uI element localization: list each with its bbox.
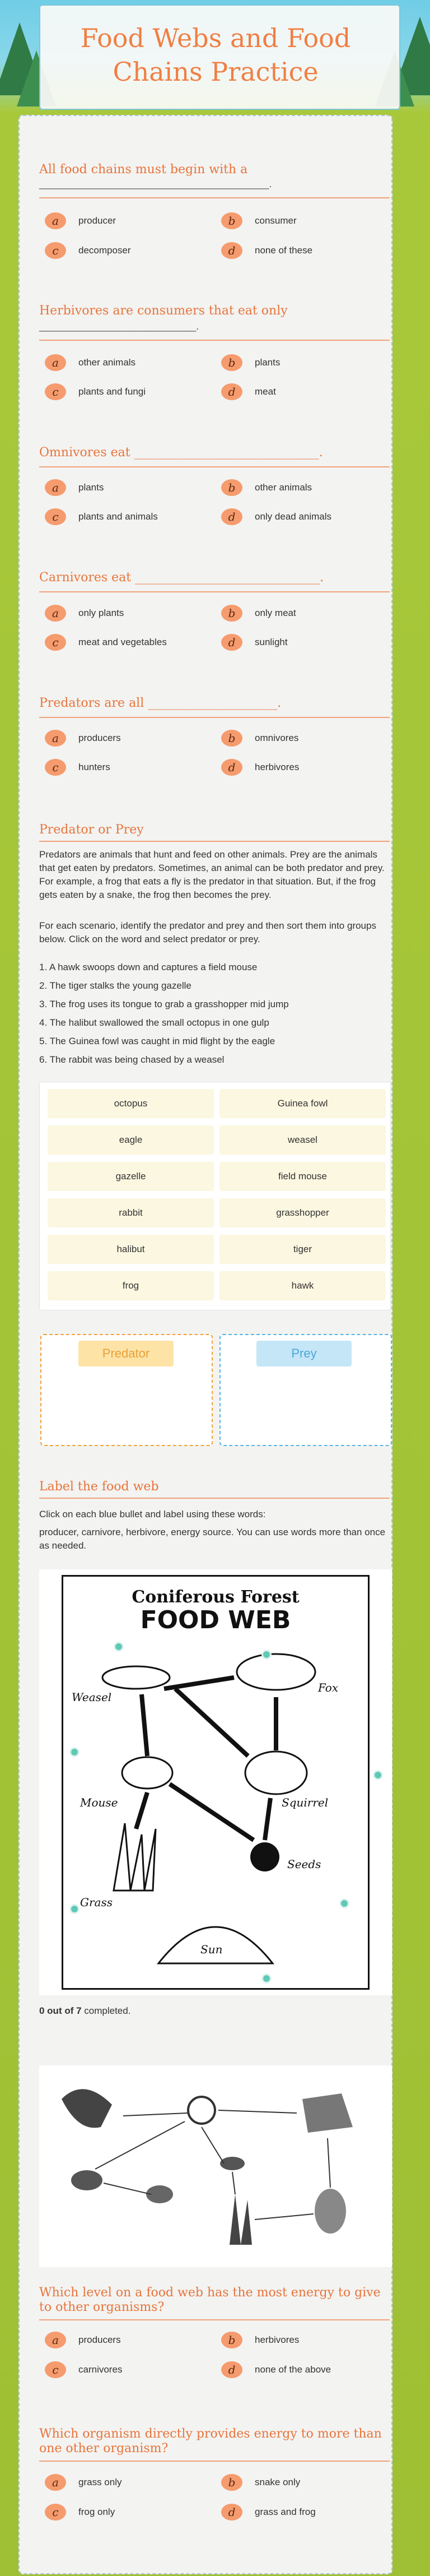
scenario-item: 2. The tiger stalks the young gazelle <box>39 980 191 991</box>
label-bullet[interactable] <box>339 1898 349 1908</box>
label-bullet[interactable] <box>69 1904 80 1914</box>
seeds-label: Seeds <box>287 1857 321 1871</box>
sort-item[interactable]: eagle <box>48 1125 214 1155</box>
option-a[interactable]: a only plants <box>45 604 124 623</box>
predator-prey-intro: Predators are animals that hunt and feed on other animals. Prey are the animals that get eaten by predators. Sometimes, an animal can be both predator and prey. For example, a frog that eats a fly is the predator in that situation. But, if the frog gets eaten by a snake, the frog then becomes the prey. <box>39 849 385 900</box>
question-4-text: Carnivores eat ______________________________. <box>39 571 324 585</box>
predator-prey-title: Predator or Prey <box>39 823 144 837</box>
food-web-image <box>62 1575 370 1990</box>
question-6-text: Which level on a food web has the most energy to give to other organisms? <box>39 2286 381 2314</box>
sort-item[interactable]: gazelle <box>48 1162 214 1191</box>
arrow-icon <box>95 2121 185 2169</box>
arrow-icon <box>232 2172 235 2194</box>
sort-item[interactable]: hawk <box>219 1271 386 1300</box>
sort-item[interactable]: frog <box>48 1271 214 1300</box>
option-d[interactable]: d none of the above <box>221 2360 331 2379</box>
label-bullet[interactable] <box>114 1642 124 1652</box>
option-a[interactable]: a plants <box>45 478 104 497</box>
squirrel-label: Squirrel <box>282 1796 329 1809</box>
food-web-title: Label the food web <box>39 1480 159 1494</box>
question-divider <box>39 717 390 718</box>
option-a[interactable]: a producer <box>45 211 116 230</box>
food-chain-panel <box>39 2065 392 2267</box>
option-b[interactable]: b only meat <box>221 604 296 623</box>
scenario-item: 1. A hawk swoops down and captures a field mouse <box>39 962 258 972</box>
option-a[interactable]: a producers <box>45 729 121 748</box>
predator-group-label: Predator <box>78 1341 174 1366</box>
question-2-blank: ____________________________. <box>39 321 199 332</box>
arrow-icon <box>202 2127 224 2163</box>
question-1-blank: _________________________________________. <box>39 178 272 189</box>
question-divider <box>39 197 390 198</box>
sort-item[interactable]: octopus <box>48 1089 214 1118</box>
question-divider <box>39 841 390 842</box>
predator-prey-instructions: For each scenario, identify the predator and prey and then sort them into groups below. Click on the word and select predator or prey. <box>39 920 376 944</box>
option-c[interactable]: c frog only <box>45 2503 115 2522</box>
rabbit-icon <box>315 2189 346 2234</box>
weasel-label: Weasel <box>72 1690 112 1704</box>
arrow-icon <box>175 1689 248 1756</box>
scenario-item: 3. The frog uses its tongue to grab a grasshopper mid jump <box>39 999 289 1009</box>
mouse-icon <box>71 2170 102 2190</box>
option-c[interactable]: c plants and animals <box>45 507 158 526</box>
food-web-instruction: Click on each blue bullet and label using these words: <box>39 1509 266 1519</box>
sort-item[interactable]: field mouse <box>219 1162 386 1191</box>
grass-icon <box>114 1823 156 1891</box>
arrow-icon <box>142 1694 147 1756</box>
option-c[interactable]: c meat and vegetables <box>45 633 167 652</box>
option-c[interactable]: c hunters <box>45 758 110 777</box>
label-bullet[interactable] <box>261 1650 272 1660</box>
option-b[interactable]: b omnivores <box>221 729 298 748</box>
food-chain-drawing <box>39 2065 392 2267</box>
arrow-icon <box>123 2113 188 2116</box>
question-3-text: Omnivores eat ______________________________. <box>39 446 323 460</box>
scenario-item: 5. The Guinea fowl was caught in mid flight by the eagle <box>39 1036 275 1046</box>
fox-icon <box>237 1654 315 1690</box>
arrow-icon <box>104 2183 151 2194</box>
arrow-icon <box>328 2138 330 2188</box>
arrow-icon <box>136 1792 147 1829</box>
question-divider <box>39 466 390 467</box>
question-2-text: Herbivores are consumers that eat only <box>39 304 288 318</box>
arrow-icon <box>170 1784 254 1840</box>
header-banner <box>0 0 430 112</box>
arrow-icon <box>164 1678 234 1689</box>
question-divider <box>39 1498 390 1499</box>
option-d[interactable]: d meat <box>221 382 276 401</box>
question-divider <box>39 2319 390 2320</box>
option-d[interactable]: d grass and frog <box>221 2503 316 2522</box>
option-d[interactable]: d herbivores <box>221 758 299 777</box>
question-divider <box>39 2461 390 2462</box>
scenario-item: 4. The halibut swallowed the small octopus in one gulp <box>39 1017 269 1028</box>
food-web-word-list: producer, carnivore, herbivore, energy source. You can use words more than once as needed. <box>39 1527 386 1551</box>
sort-item[interactable]: tiger <box>219 1235 386 1264</box>
arrow-icon <box>265 1798 270 1840</box>
option-d[interactable]: d none of these <box>221 241 312 260</box>
mouse-icon <box>122 1757 172 1789</box>
question-7-text: Which organism directly provides energy to more than one other organism? <box>39 2427 382 2455</box>
grass-label: Grass <box>80 1896 113 1909</box>
option-c[interactable]: c carnivores <box>45 2360 122 2379</box>
option-b[interactable]: b consumer <box>221 211 297 230</box>
arrow-icon <box>218 2110 297 2113</box>
sort-item[interactable]: rabbit <box>48 1198 214 1227</box>
snake-icon <box>188 2097 215 2124</box>
food-web-drawing <box>63 1577 368 1988</box>
food-web-image-title: Coniferous Forest <box>132 1587 300 1607</box>
food-web-image-subtitle: FOOD WEB <box>140 1606 291 1634</box>
mouse-label: Mouse <box>80 1796 118 1809</box>
option-b[interactable]: b other animals <box>221 478 312 497</box>
sort-item[interactable]: Guinea fowl <box>219 1089 386 1118</box>
weasel-icon <box>102 1666 170 1689</box>
option-d[interactable]: d sunlight <box>221 633 288 652</box>
label-bullet[interactable] <box>69 1747 80 1757</box>
squirrel-icon <box>245 1752 307 1794</box>
scenario-item: 6. The rabbit was being chased by a weasel <box>39 1054 225 1065</box>
option-d[interactable]: d only dead animals <box>221 507 331 526</box>
option-b[interactable]: b snake only <box>221 2473 300 2492</box>
fox-label: Fox <box>318 1681 339 1694</box>
label-bullet[interactable] <box>261 1973 272 1984</box>
seeds-icon <box>250 1842 279 1871</box>
option-c[interactable]: c decomposer <box>45 241 131 260</box>
sort-item[interactable]: weasel <box>219 1125 386 1155</box>
prey-group-label: Prey <box>256 1341 352 1366</box>
question-1-text: All food chains must begin with a <box>39 163 248 177</box>
option-b[interactable]: b herbivores <box>221 2331 299 2350</box>
question-5-text: Predators are all _____________________. <box>39 696 282 710</box>
arrow-icon <box>255 2214 314 2220</box>
option-a[interactable]: a other animals <box>45 353 135 372</box>
option-a[interactable]: a producers <box>45 2331 121 2350</box>
label-bullet[interactable] <box>373 1770 383 1780</box>
eagle-icon <box>62 2089 112 2128</box>
coyote-icon <box>302 2093 353 2133</box>
sort-item[interactable]: grasshopper <box>219 1198 386 1227</box>
option-a[interactable]: a grass only <box>45 2473 121 2492</box>
plant-icon <box>230 2194 252 2245</box>
question-divider <box>39 591 390 592</box>
food-web-progress: 0 out of 7 completed. <box>39 2005 131 2016</box>
sort-item[interactable]: halibut <box>48 1235 214 1264</box>
option-c[interactable]: c plants and fungi <box>45 382 146 401</box>
option-b[interactable]: b plants <box>221 353 280 372</box>
page-title: Food Webs and Food Chains Practice <box>80 23 351 87</box>
sun-label: Sun <box>200 1943 223 1956</box>
question-divider <box>39 340 390 341</box>
